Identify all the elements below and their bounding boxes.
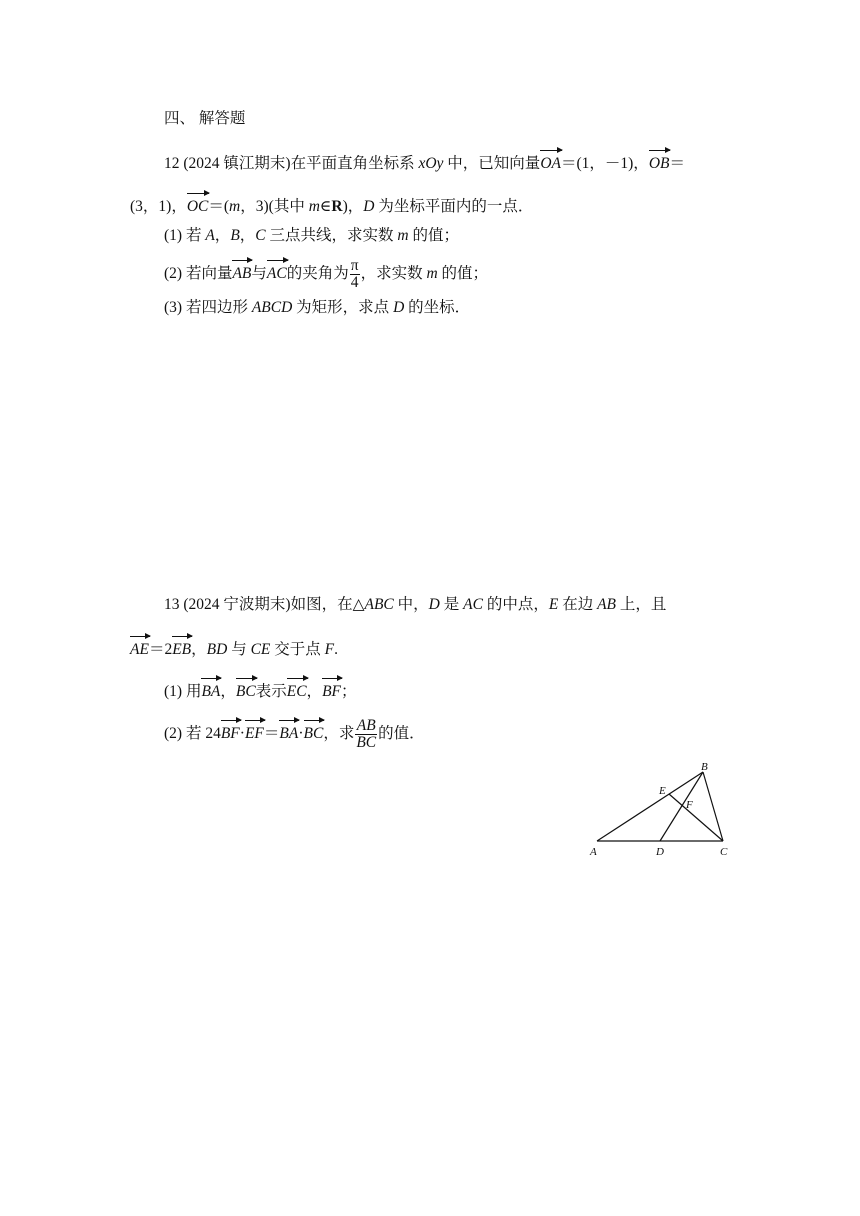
label-F: F: [686, 799, 693, 811]
vector-EB: EB: [172, 635, 191, 661]
fraction-pi-over-4: $\frac{\pi}{4}$: [350, 257, 359, 291]
vector-BC-2: BC: [304, 719, 324, 745]
vector-BA: BA: [201, 677, 220, 703]
q12-number: 12: [164, 155, 180, 172]
q13-line-2: AE＝2 EB，BD 与 CE 交于点 F.: [130, 635, 338, 661]
vector-OC: OC: [187, 192, 209, 218]
label-E: E: [659, 785, 666, 797]
vector-AE: AE: [130, 635, 149, 661]
q13-source: (2024 宁波期末): [183, 596, 291, 613]
vector-BF: BF: [322, 677, 341, 703]
q12-line-2: (3，1)， OC＝(m，3)(其中 m∈R)，D 为坐标平面内的一点．: [130, 192, 533, 218]
label-D: D: [656, 846, 664, 858]
section-title: 四、 解答题: [164, 110, 246, 127]
q12-part-3: (3) 若四边形 ABCD 为矩形，求点 D 的坐标．: [164, 299, 471, 316]
vector-AB: AB: [232, 259, 251, 285]
q13-number: 13: [164, 596, 180, 613]
label-B: B: [701, 761, 708, 773]
q12-line-1: 12 (2024 镇江期末)在平面直角坐标系 xOy 中，已知向量 OA＝(1，－1)， OB＝: [164, 149, 685, 175]
vector-EC: EC: [287, 677, 307, 703]
vector-BC: BC: [236, 677, 256, 703]
vector-BA-2: BA: [279, 719, 298, 745]
segment-BD: [660, 772, 703, 841]
vector-BF-2: BF: [221, 719, 240, 745]
segment-CE: [669, 794, 723, 841]
q13-part-2: (2) 若 24 BF· EF＝ BA· BC，求 $\frac{AB}{BC}$ 的值．: [164, 717, 425, 751]
q12-part-2: (2) 若向量 AB与 AC的夹角为 $\frac{\pi}{4}$ ，求实数 m 的值；: [164, 257, 489, 291]
fraction-AB-over-BC: $\frac{AB}{BC}$: [356, 717, 377, 751]
vector-OB: OB: [649, 149, 670, 175]
q13-line-1: 13 (2024 宁波期末)如图，在△ABC 中，D 是 AC 的中点，E 在边 AB 上，且: [164, 596, 667, 613]
q12-source: (2024 镇江期末): [183, 155, 291, 172]
triangle-figure: [585, 758, 745, 860]
q12-part-1: (1) 若 A，B，C 三点共线，求实数 m 的值；: [164, 227, 459, 244]
label-A: A: [590, 846, 597, 858]
segment-BC: [703, 772, 723, 841]
q13-part-1: (1) 用 BA， BC表示 EC， BF；: [164, 677, 357, 703]
label-C: C: [720, 846, 728, 858]
vector-OA: OA: [540, 149, 561, 175]
vector-EF: EF: [245, 719, 264, 745]
vector-AC: AC: [267, 259, 287, 285]
